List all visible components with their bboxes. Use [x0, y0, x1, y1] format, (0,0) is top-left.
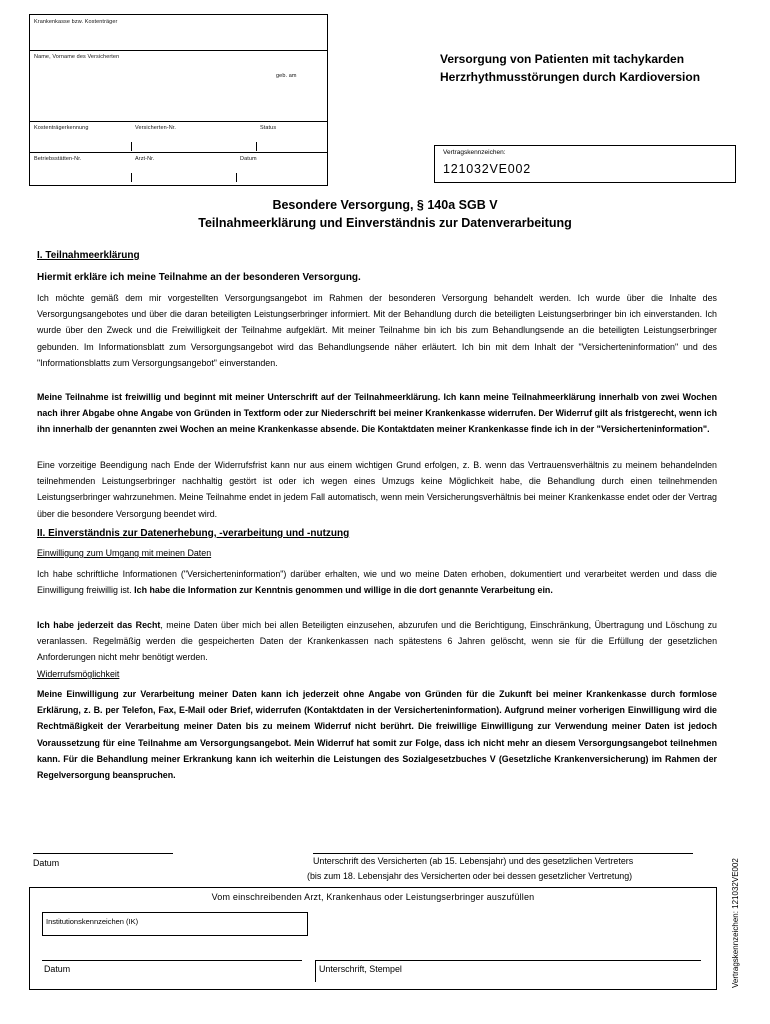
contract-box — [434, 145, 736, 183]
date-label: Datum — [240, 156, 257, 162]
contract-label: Vertragskennzeichen: — [443, 149, 506, 156]
provider-box — [29, 887, 717, 990]
provider-date-label: Datum — [44, 964, 71, 974]
side-contract-text: Vertragskennzeichen: 121032VE002 — [731, 858, 740, 988]
site-no-label: Betriebsstätten-Nr. — [34, 156, 82, 162]
payer-id-label: Kostenträgerkennung — [34, 125, 89, 131]
signature-caption-1: Unterschrift des Versicherten (ab 15. Lebensjahr) und des gesetzlichen Vertreters — [313, 856, 634, 866]
insurer-label: Krankenkasse bzw. Kostenträger — [34, 19, 118, 25]
section2-paragraph-1: Ich habe schriftliche Informationen ("Versicherteninformation") darüber erhalten, wie und wo meine Daten erhoben, dokumentiert und verarbeitet werden und dass die Einwilligung freiwillig ist. Ich habe die Information zur Kenntnis genommen und willige in die dort genannte Verarbeitung ein. — [37, 569, 717, 596]
date-signature-line[interactable] — [33, 853, 173, 854]
document-subtitle: Teilnahmeerklärung und Einverständnis zur Datenverarbeitung — [198, 216, 572, 230]
name-label: Name, Vorname des Versicherten — [34, 54, 120, 60]
participation-declaration: Hiermit erkläre ich meine Teilnahme an der besonderen Versorgung. — [37, 272, 361, 283]
topic-line-2: Herzrhythmusstörungen durch Kardioversion — [440, 70, 701, 84]
signature-caption-2: (bis zum 18. Lebensjahr des Versicherten oder bei dessen gesetzlicher Vertretung) — [307, 871, 633, 881]
topic-line-1: Versorgung von Patienten mit tachykarden — [440, 52, 685, 66]
insured-signature-line[interactable] — [313, 853, 693, 854]
section2-paragraph-2: Ich habe jederzeit das Recht, meine Daten über mich bei allen Beteiligten einzusehen, abzurufen und die Berichtigung, Einschränkung, Übertragung und Löschung zu veranlassen. Regelmäßig werden die gespeicherten Daten der Krankenkassen nach spätestens 6 Jahren gelöscht, wenn sie für die Erfüllung der gesetzlichen Anforderungen nicht mehr benötigt werden. — [37, 620, 717, 663]
contract-value: 121032VE002 — [443, 162, 532, 176]
section2-heading: II. Einverständnis zur Datenerhebung, -verarbeitung und -nutzung — [37, 528, 350, 539]
consent-subheading: Einwilligung zum Umgang mit meinen Daten — [37, 548, 212, 558]
section1-paragraph-3: Eine vorzeitige Beendigung nach Ende der Widerrufsfrist kann nur aus einem wichtigen Grund erfolgen, z. B. wenn das Vertrauensverhältnis zu meinem behandelnden teilnehmenden Leistungserbringer nachhaltig gestört ist oder ich wegen eines Umzugs keine Möglichkeit habe, die Behandlung durch einen teilnehmenden Leistungserbringer wahrzunehmen. Meine Teilnahme endet in jedem Fall automatisch, wenn mein Versicherungsverhältnis bei meiner Krankenkasse endet oder der Vertrag über die besondere Versorgung beendet wird. — [37, 460, 717, 519]
provider-stamp-label: Unterschrift, Stempel — [319, 964, 402, 974]
status-label: Status — [260, 125, 277, 131]
topic-title — [440, 50, 740, 86]
doctor-no-label: Arzt-Nr. — [135, 156, 155, 162]
signature-date-label: Datum — [33, 858, 60, 868]
section1-heading: I. Teilnahmeerklärung — [37, 250, 140, 261]
provider-box-header: Vom einschreibenden Arzt, Krankenhaus oder Leistungserbringer auszufüllen — [211, 892, 535, 902]
revocation-subheading: Widerrufsmöglichkeit — [37, 669, 120, 679]
provider-date-line[interactable] — [42, 960, 302, 961]
section1-paragraph-2: Meine Teilnahme ist freiwillig und beginnt mit meiner Unterschrift auf der Teilnahmeerklärung. Ich kann meine Teilnahmeerklärung innerhalb von zwei Wochen nach ihrer Abgabe ohne Angabe von Gründen in Textform oder zur Niederschrift bei meiner Krankenkasse widerrufen. Der Widerruf gilt als fristgerecht, wenn ich ihn innerhalb der genannten zwei Wochen an meine Krankenkasse absende. Die Kontaktdaten meiner Krankenkasse finde ich in der "Versicherteninformation". — [37, 392, 717, 435]
section2-paragraph-3: Meine Einwilligung zur Verarbeitung meiner Daten kann ich jederzeit ohne Angabe von Gründen für die Zukunft bei meiner Krankenkasse durch formlose Erklärung, z. B. per Telefon, Fax, E-Mail oder Brief, widerrufen (Kontaktdaten in der Versicherteninformation). Aufgrund meiner vorherigen Einwilligung wird die Rechtmäßigkeit der Verarbeitung meiner Daten bis zu meinem Widerruf nicht berührt. Die freiwillige Einwilligung zur Verwendung meiner Daten ist jedoch Voraussetzung für eine Teilnahme am Versorgungsangebot. Mein Widerruf hat somit zur Folge, dass ich nicht mehr an diesem Versorgungsangebot teilnehmen kann. Für die Behandlung meiner Erkrankung kann ich weiterhin die Leistungen des Sozialgesetzbuches V (Gesetzliche Krankenversicherung) im Rahmen der Regelversorgung beanspruchen. — [37, 689, 717, 781]
insurance-header-box — [29, 14, 328, 186]
ik-field[interactable] — [42, 912, 308, 936]
ik-label: Institutionskennzeichen (IK) — [46, 917, 139, 926]
birth-label: geb. am — [276, 73, 297, 79]
insured-no-label: Versicherten-Nr. — [135, 125, 177, 131]
provider-divider — [315, 960, 316, 982]
document-title: Besondere Versorgung, § 140a SGB V — [272, 198, 498, 212]
provider-signature-line[interactable] — [315, 960, 701, 961]
section1-paragraph-1: Ich möchte gemäß dem mir vorgestellten Versorgungsangebot im Rahmen der besonderen Versorgung behandelt werden. Ich wurde über die Inhalte des Versorgungsangebotes und über die daran beteiligten Leistungserbringer informiert. Mit der Behandlung durch die beteiligten Leistungserbringer bin ich einverstanden. Ich wurde über den Zweck und die Freiwilligkeit der Teilnahme aufgeklärt. Mit meiner Teilnahme bin ich bis zum Behandlungsende an die beteiligten Leistungserbringer gebunden. Im Informationsblatt zum Versorgungsangebot wird das Behandlungsende näher erläutert. Ich bin mit dem Inhalt der "Versicherteninformation" und des "Informationsblatts zum Versorgungsangebot" einverstanden. — [37, 293, 717, 368]
